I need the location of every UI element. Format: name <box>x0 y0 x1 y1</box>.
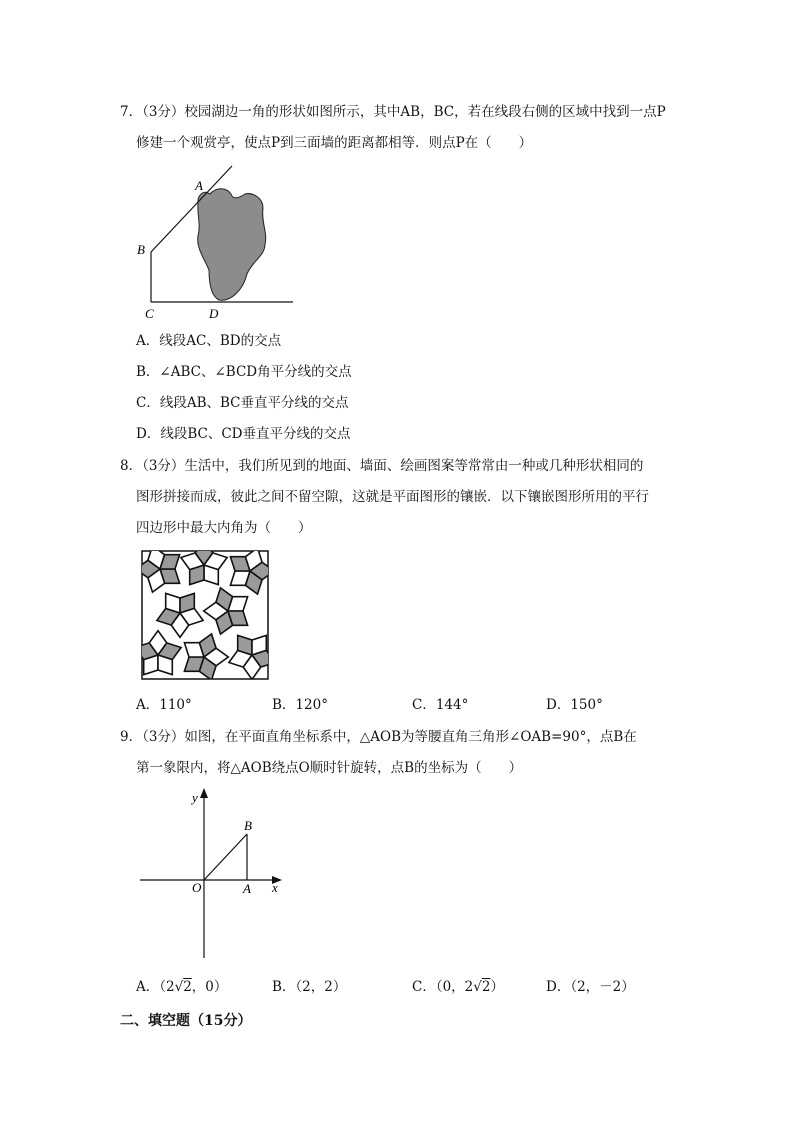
q9-segment-ob <box>204 834 247 880</box>
sqrt-symbol: √ <box>174 979 184 995</box>
q8-option-b: B．120° <box>272 697 328 713</box>
section-2-title: 二、填空题（15分） <box>120 1013 252 1029</box>
q9-stem-line1: 9．（3分）如图，在平面直角坐标系中，△AOB为等腰直角三角形∠OAB=90°，点B在 <box>120 729 637 745</box>
q9-label-o: O <box>192 880 202 895</box>
q9-label-x: x <box>272 880 278 895</box>
q7-label-a: A <box>195 178 203 193</box>
sqrt-symbol: √ <box>473 979 482 995</box>
q8-stem-line1: 8．（3分）生活中，我们所见到的地面、墙面、绘画图案等常常由一种或几种形状相同的 <box>120 458 644 474</box>
q7-stem-line2: 修建一个观赏亭，使点P到三面墙的距离都相等．则点P在（ ） <box>136 135 533 151</box>
q9-coordinate-figure <box>136 786 296 966</box>
q7-option-d: D．线段BC、CD垂直平分线的交点 <box>136 426 351 442</box>
q9-stem-line2: 第一象限内，将△AOB绕点O顺时针旋转，点B的坐标为（ ） <box>136 760 523 776</box>
q9-label-y: y <box>192 790 198 805</box>
q8-option-a: A．110° <box>136 697 192 713</box>
q9-option-c-radicand: 2 <box>481 979 491 995</box>
q9-y-axis-arrow <box>200 788 208 798</box>
q9-option-a <box>136 978 227 996</box>
q7-label-c: C <box>145 306 154 321</box>
q9-option-d: D．（2，－2） <box>546 979 635 995</box>
q8-option-d: D．150° <box>546 697 603 713</box>
q8-stem-line2: 图形拼接而成，彼此之间不留空隙，这就是平面图形的镶嵌．以下镶嵌图形所用的平行 <box>136 489 649 505</box>
q8-option-c: C．144° <box>412 697 469 713</box>
q9-label-a: A <box>243 881 251 896</box>
q9-option-c <box>412 978 504 996</box>
q7-option-c: C．线段AB、BC垂直平分线的交点 <box>136 395 349 411</box>
q7-option-a: A．线段AC、BD的交点 <box>136 333 282 349</box>
q9-option-b: B．（2，2） <box>272 979 347 995</box>
q9-label-b: B <box>244 818 252 833</box>
q9-option-c-suffix: ） <box>490 979 504 995</box>
q8-tessellation-figure <box>142 551 268 679</box>
q9-option-c-prefix: C．（0，2 <box>412 979 474 995</box>
q9-option-a-suffix: ，0） <box>191 979 228 995</box>
q7-figure <box>135 164 305 321</box>
q8-stem-line3: 四边形中最大内角为（ ） <box>136 520 312 536</box>
q9-option-a-prefix: A．（2 <box>136 979 175 995</box>
q7-lake-shape <box>198 189 266 300</box>
q9-option-a-radicand: 2 <box>183 979 192 995</box>
q7-label-d: D <box>209 306 219 321</box>
q7-label-b: B <box>137 242 145 257</box>
q7-option-b: B．∠ABC、∠BCD角平分线的交点 <box>136 364 352 380</box>
q7-stem-line1: 7．（3分）校园湖边一角的形状如图所示，其中AB，BC，若在线段右侧的区域中找到一点P <box>120 104 666 120</box>
